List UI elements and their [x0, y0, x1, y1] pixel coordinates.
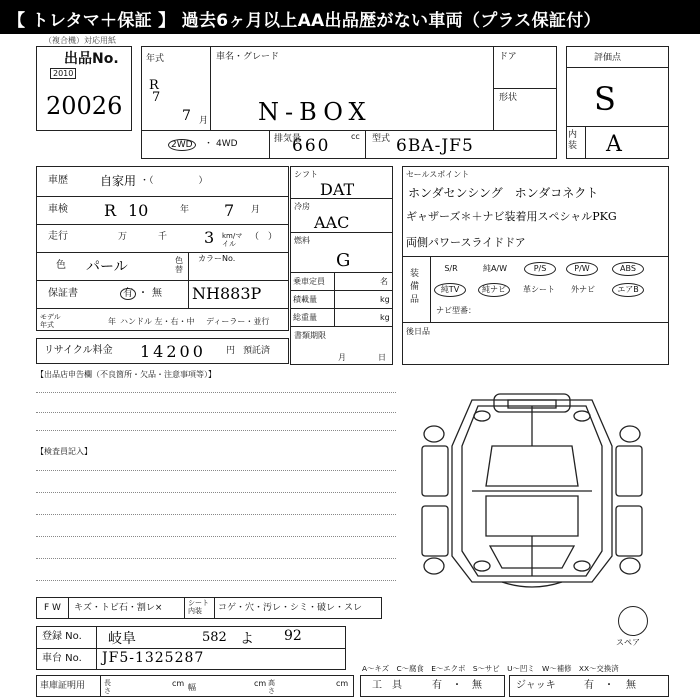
mileage-label: 走行 [48, 231, 68, 242]
shape-label: 形状 [499, 93, 518, 103]
score-value: S [594, 80, 616, 118]
cert-height: 高さ [268, 679, 275, 695]
equip-abs: ABS [612, 262, 644, 276]
equip-navi: 純ナビ [478, 283, 510, 297]
year-label: 年式 [146, 54, 165, 64]
docs-deadline-label: 書類期限 [294, 331, 326, 340]
history-label: 車歴 [48, 175, 68, 186]
recycle-status: 預託済 [243, 346, 271, 356]
registration-number: 92 [284, 628, 302, 644]
sales-line-2: ギャザーズ＊＋ナビ装着用スペシャルPKG [406, 210, 617, 223]
equip-sr: S/R [444, 264, 458, 273]
gross-label: 総重量 [293, 313, 317, 322]
tools-yes: 有 [432, 680, 442, 691]
chassis-label: 車台 No. [42, 653, 82, 664]
registration-class: 582 [202, 630, 227, 645]
later-date-label: 後日品 [406, 327, 430, 336]
spare-tire-icon [618, 606, 648, 636]
year-value: 7 [152, 90, 161, 105]
load-label: 積載量 [293, 295, 317, 304]
equipment-label: 装備品 [410, 269, 420, 305]
model-year-label: モデル年式 [40, 313, 61, 329]
fuel-label: 燃料 [294, 236, 310, 245]
registration-kana: よ [240, 631, 254, 647]
type-label: 型式 [372, 134, 391, 144]
model-name: N-BOX [258, 98, 372, 126]
type-value: 6BA-JF5 [396, 136, 474, 156]
year-era: R [149, 78, 159, 93]
seat-label: シート内装 [188, 599, 209, 615]
passengers-unit: 名 [380, 277, 388, 286]
inspection-year: 10 [128, 201, 149, 220]
history-value: 自家用 [100, 174, 137, 188]
displacement-label: 排気量 [274, 134, 302, 144]
equip-ext-navi: 外ナビ [571, 285, 595, 294]
load-unit: kg [380, 295, 390, 304]
dealer-option: ディーラー・並行 [206, 317, 270, 326]
middle-left-block [36, 166, 289, 331]
cert-label: 車庫証明用 [40, 681, 86, 691]
month-unit: 月 [199, 116, 209, 126]
color-change: 色替 [175, 256, 183, 274]
warranty-no: 無 [152, 288, 162, 299]
ac-label: 冷房 [294, 202, 310, 211]
seat-text: コゲ・穴・汚レ・シミ・破レ・スレ [218, 603, 363, 613]
ac-value: AAC [314, 213, 350, 232]
tools-no: 無 [472, 680, 482, 691]
fw-label: F W [44, 603, 61, 613]
equip-tv: 純TV [434, 283, 466, 297]
displacement-value: 660 [292, 136, 331, 156]
warranty-yes: 有 [120, 288, 136, 300]
drive-2wd: 2WD [168, 139, 196, 151]
sales-point-label: セールスポイント [406, 170, 470, 179]
docs-day: 日 [378, 353, 386, 362]
color-code-label: カラーNo. [198, 254, 236, 263]
mileage-man: 万 [118, 232, 128, 242]
door-label: ドア [499, 52, 517, 62]
jack-label: ジャッキ [516, 680, 556, 691]
lot-number: 20026 [46, 92, 123, 120]
car-body-diagram [412, 386, 652, 596]
docs-month: 月 [338, 353, 346, 362]
navi-model-label: ナビ型番： [436, 306, 476, 315]
fuel-value: G [336, 250, 351, 271]
inspection-month: 7 [224, 201, 235, 220]
model-year-unit: 年 [108, 317, 116, 326]
interior-value: A [606, 132, 622, 157]
cert-length: 長さ [104, 679, 111, 695]
fw-text: キズ・トビ石・割レ× [74, 603, 163, 613]
equip-ps: P/S [524, 262, 556, 276]
inspection-year-unit: 年 [180, 205, 190, 215]
cert-height-unit: cm [336, 679, 349, 688]
lot-label: 出品No. [64, 51, 119, 67]
color-code: NH883P [192, 284, 262, 303]
equip-leather: 革シート [523, 285, 555, 294]
warranty-label: 保証書 [48, 288, 78, 299]
tools-label: 工 具 [372, 680, 402, 691]
registration-label: 登録 No. [42, 631, 82, 642]
shift-value: DAT [320, 180, 355, 199]
mileage-sen: 千 [158, 232, 168, 242]
handle-option: ハンドル 左・右・中 [120, 317, 195, 326]
equip-pw: P/W [566, 262, 598, 276]
month-value: 7 [182, 108, 191, 124]
lot-year-tag: 2010 [50, 68, 76, 79]
jack-no: 無 [626, 680, 636, 691]
cert-length-unit: cm [172, 679, 185, 688]
color-value: パール [86, 259, 128, 275]
recycle-label: リサイクル料金 [44, 345, 113, 356]
inspection-month-unit: 月 [251, 205, 261, 215]
inspection-label: 車検 [48, 204, 68, 215]
sales-line-3: 両側パワースライドドア [406, 236, 526, 249]
model-label: 車名・グレード [216, 52, 280, 62]
equip-alloy: 純A/W [482, 264, 508, 273]
seller-notes-label: 【出品店申告欄（不良箇所・欠品・注意事項等）】 [36, 370, 216, 379]
color-label: 色 [56, 260, 66, 271]
drive-4wd: 4WD [216, 139, 238, 149]
header-small: （複合機）対応用紙 [44, 36, 116, 45]
recycle-value: 14200 [140, 342, 206, 361]
shift-label: シフト [294, 170, 318, 179]
damage-legend: A～キズ C～腐食 E～エクボ S～サビ U～凹ミ W～補修 XX～交換済 [362, 664, 619, 673]
equip-airbag: エアB [612, 283, 644, 297]
score-label: 評価点 [594, 53, 622, 63]
mileage-value: 3 [204, 228, 215, 247]
mileage-unit: km/マイル [222, 232, 243, 248]
jack-yes: 有 [584, 680, 594, 691]
cert-width-unit: cm [254, 679, 267, 688]
inspection-era: R [104, 201, 117, 220]
banner-text: 【 トレタマ＋保証 】 過去6ヶ月以上AA出品歴がない車両（プラス保証付） [8, 11, 601, 31]
inspector-notes-label: 【検査員記入】 [36, 447, 92, 456]
cert-width: 幅 [188, 683, 196, 692]
mileage-paren: （ ） [250, 232, 278, 242]
passengers-label: 乗車定員 [293, 277, 325, 286]
gross-unit: kg [380, 313, 390, 322]
chassis-value: JF5-1325287 [102, 650, 205, 666]
displacement-unit: cc [351, 132, 360, 141]
registration-area: 岐阜 [108, 631, 136, 647]
interior-label: 内装 [568, 130, 578, 151]
recycle-unit: 円 [226, 346, 236, 356]
history-suffix: ・（ ） [140, 176, 208, 186]
sales-line-1: ホンダセンシング ホンダコネクト [408, 186, 599, 200]
spare-label: スペア [616, 638, 640, 647]
